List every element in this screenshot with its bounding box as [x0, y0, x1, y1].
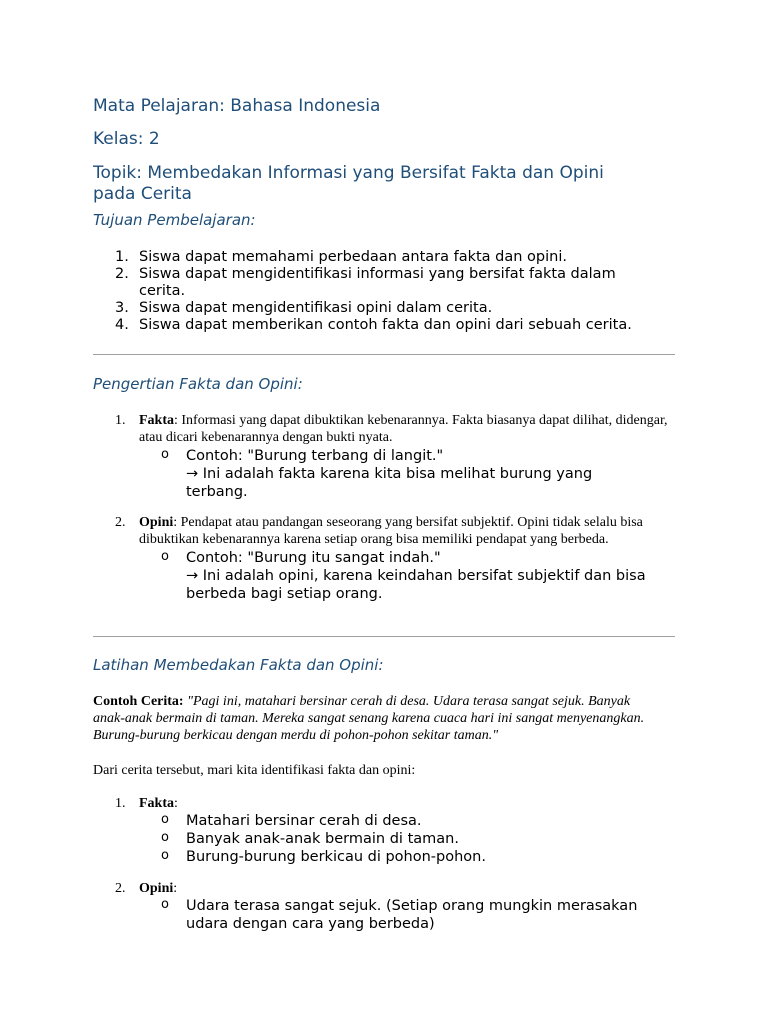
story-paragraph [93, 693, 663, 744]
bullet-marker: o [161, 447, 169, 462]
term-label: Fakta [139, 413, 174, 428]
opinions-label: Opini [139, 881, 174, 896]
opinions-list [93, 880, 675, 933]
colon: : [173, 881, 178, 896]
divider [93, 354, 675, 355]
list-number: 3. [115, 300, 129, 316]
list-number: 1. [115, 413, 126, 428]
list-item [93, 897, 666, 933]
facts-heading [93, 795, 675, 812]
bullet-marker: o [161, 897, 169, 912]
story-text: "Pagi ini, matahari bersinar cerah di desa. Udara terasa sangat sejuk. Banyak anak-anak bermain di taman. Mereka sangat senang karena cuaca hari ini sangat menyenangkan. Burung-burung berkicau dengan merdu di pohon-pohon sekitar taman." [93, 694, 645, 743]
subject-heading: Mata Pelajaran: Bahasa Indonesia [93, 96, 381, 116]
bullet-marker: o [161, 830, 169, 845]
list-item [93, 848, 675, 866]
definitions-title: Pengertian Fakta dan Opini: [93, 375, 303, 393]
topic-heading-line2: pada Cerita [93, 184, 192, 204]
term-label: Opini [139, 515, 174, 530]
objective-text: Siswa dapat mengidentifikasi opini dalam cerita. [139, 300, 493, 316]
grade-heading: Kelas: 2 [93, 129, 160, 149]
fact-text: Matahari bersinar cerah di desa. [186, 813, 422, 829]
definition-text: : Pendapat atau pandangan seseorang yang bersifat subjektif. Opini tidak selalu bisa dibuktikan kebenarannya karena setiap orang bisa memiliki pendapat yang berbeda. [139, 515, 643, 547]
explanation-text: → Ini adalah fakta karena kita bisa melihat burung yang terbang. [186, 466, 593, 500]
objective-text: Siswa dapat mengidentifikasi informasi yang bersifat fakta dalam cerita. [139, 266, 616, 299]
list-item [93, 830, 675, 848]
practice-title: Latihan Membedakan Fakta dan Opini: [93, 656, 384, 674]
list-item [93, 266, 629, 300]
list-item [93, 812, 675, 830]
fact-text: Banyak anak-anak bermain di taman. [186, 831, 459, 847]
list-number: 1. [115, 249, 129, 265]
story-label: Contoh Cerita: [93, 694, 184, 709]
list-number: 4. [115, 317, 129, 333]
objective-text: Siswa dapat memberikan contoh fakta dan opini dari sebuah cerita. [139, 317, 632, 333]
list-item [93, 300, 675, 317]
example-text: Contoh: "Burung itu sangat indah." [186, 550, 441, 566]
example-bullet [93, 549, 646, 603]
explanation-text: → Ini adalah opini, karena keindahan bersifat subjektif dan bisa berbeda bagi setiap orang. [186, 568, 646, 602]
definition-fakta [93, 412, 669, 446]
bullet-marker: o [161, 549, 169, 564]
opinion-text: Udara terasa sangat sejuk. (Setiap orang mungkin merasakan udara dengan cara yang berbeda) [186, 898, 638, 932]
objective-text: Siswa dapat memahami perbedaan antara fakta dan opini. [139, 249, 567, 265]
definitions-list [93, 412, 675, 501]
list-number: 2. [115, 515, 126, 530]
facts-list [93, 795, 675, 866]
list-item [93, 317, 675, 334]
fact-text: Burung-burung berkicau di pohon-pohon. [186, 849, 486, 865]
list-number: 1. [115, 796, 126, 811]
intro-paragraph: Dari cerita tersebut, mari kita identifikasi fakta dan opini: [93, 763, 416, 778]
opinions-heading [93, 880, 675, 897]
list-number: 2. [115, 881, 126, 896]
colon: : [174, 796, 178, 811]
definitions-list-2 [93, 514, 675, 603]
list-number: 2. [115, 266, 129, 282]
objectives-title: Tujuan Pembelajaran: [93, 211, 256, 229]
bullet-marker: o [161, 812, 169, 827]
topic-heading-line1: Topik: Membedakan Informasi yang Bersifat Fakta dan Opini [93, 163, 604, 183]
definition-opini [93, 514, 669, 548]
definition-text: : Informasi yang dapat dibuktikan kebenarannya. Fakta biasanya dapat dilihat, didengar, atau dicari kebenarannya dengan bukti nyata. [139, 413, 668, 445]
list-item [93, 249, 675, 266]
divider [93, 636, 675, 637]
facts-label: Fakta [139, 796, 174, 811]
bullet-marker: o [161, 848, 169, 863]
objectives-list [93, 249, 675, 334]
example-text: Contoh: "Burung terbang di langit." [186, 448, 444, 464]
example-bullet [93, 447, 626, 501]
